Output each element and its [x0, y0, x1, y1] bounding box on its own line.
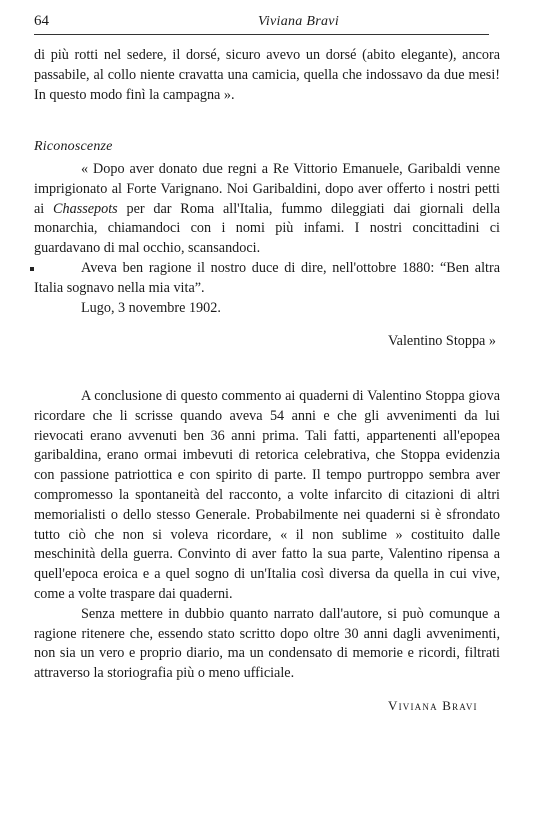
page-header [34, 13, 489, 33]
author-signature: Viviana Bravi [388, 698, 478, 713]
commentary-block [34, 387, 500, 684]
letter-paragraph-1 [34, 160, 500, 259]
header-rule [34, 34, 489, 35]
commentary-paragraph-2: Senza mettere in dubbio quanto narrato dall'autore, si può comunque a ragione ritenere che, essendo stato scritto dopo oltre 30 anni dagli avvenimenti, non sia un vero e proprio diario, ma un condensato di memorie e ricordi, filtrati attraverso la storiografia più o meno ufficiale. [34, 605, 500, 682]
margin-bullet-mark [30, 267, 34, 271]
letter-place-date: Lugo, 3 novembre 1902. [81, 299, 221, 316]
letter-text-1a: « Dopo aver donato due regni a Re Vittorio Emanuele, Garibaldi venne imprigionato al Forte Varignano. Noi Garibaldini, dopo aver offerto i nostri petti ai [34, 161, 500, 217]
letter-italic-term: Chassepots [53, 200, 118, 217]
intro-block [34, 46, 500, 105]
running-head: Viviana Bravi [258, 14, 340, 29]
letter-signature: Valentino Stoppa » [388, 333, 496, 350]
section-heading: Riconoscenze [34, 139, 113, 154]
quoted-letter [34, 160, 500, 352]
commentary-paragraph-1: A conclusione di questo commento ai quaderni di Valentino Stoppa giova ricordare che li scrisse quando aveva 54 anni e che gli avvenimenti da lui rievocati erano avvenuti ben 36 anni prima. Tali fatti, appartenenti all'epopea garibaldina, erano ormai imbevuti di retorica celebrativa, che Stoppa evidenzia con passione patriottica e con spirito di parte. Il tempo purtroppo sembra aver compromesso la spontaneità del racconto, a volte infarcito di citazioni di altri memorialisti o dello stesso Generale. Probabilmente nei quaderni si è sfrondato tutto ciò che non si voleva ricordare, « il non sublime » costituito dalle meschinità della guerra. Convinto di aver fatto la sua parte, Valentino ripensa a quell'epoca eroica e a quel sogno di un'Italia così diversa da quella in cui vive, come a volte traspare dai quaderni. [34, 388, 500, 602]
page-number: 64 [34, 13, 49, 29]
letter-paragraph-2: Aveva ben ragione il nostro duce di dire, nell'ottobre 1880: “Ben altra Italia sognavo nella mia vita”. [34, 259, 500, 296]
intro-paragraph: di più rotti nel sedere, il dorsé, sicuro avevo un dorsé (abito elegante), ancora passabile, al collo niente cravatta una camicia, quella che indossavo da due mesi! In questo modo finì la campagna ». [34, 47, 500, 103]
letter-text-1b: per dar Roma all'Italia, fummo dileggiati dai giornali della monarchia, chiamandoci con i nomi più infami. I nostri concittadini ci guardavano di mal occhio, scansandoci. [34, 200, 500, 257]
